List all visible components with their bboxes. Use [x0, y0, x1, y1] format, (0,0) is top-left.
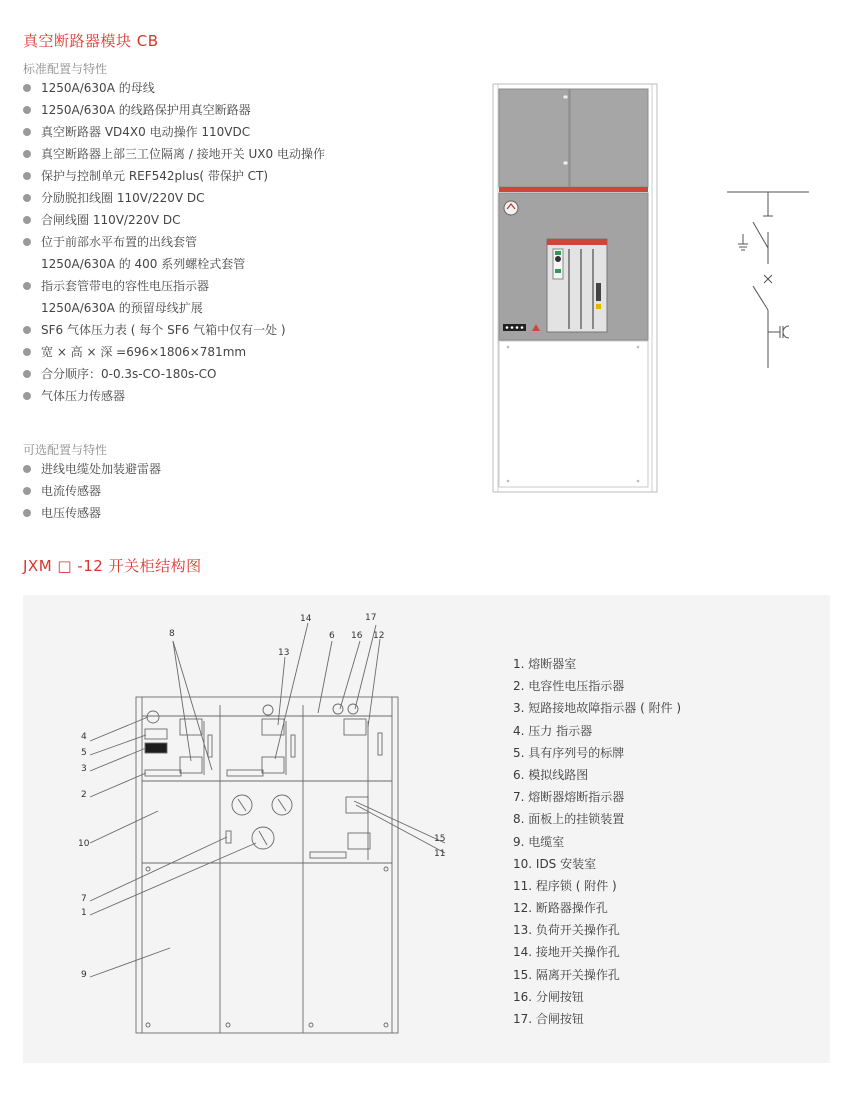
- standard-item-text: 气体压力传感器: [41, 389, 126, 403]
- standard-item: [23, 253, 443, 275]
- single-line-schematic: [725, 186, 815, 372]
- section2-title: JXM □ -12 开关柜结构图: [23, 557, 202, 575]
- legend-item: 2. 电容性电压指示器: [513, 679, 625, 694]
- legend-item: 4. 压力 指示器: [513, 723, 593, 738]
- optional-item: [23, 502, 323, 524]
- standard-item: [23, 99, 443, 121]
- legend-item: 6. 模拟线路图: [513, 767, 589, 782]
- bullet-dot-icon: [23, 216, 31, 224]
- callout-12: 12: [373, 631, 385, 641]
- standard-item: [23, 77, 443, 99]
- standard-item-text: 位于前部水平布置的出线套管: [41, 235, 198, 249]
- callout-9: 9: [81, 970, 87, 980]
- legend-item: 9. 电缆室: [513, 834, 565, 849]
- standard-item-text: 合分顺序：0-0.3s-CO-180s-CO: [41, 367, 217, 381]
- legend-item: 15. 隔离开关操作孔: [513, 967, 620, 982]
- cabinet-front-illustration: [492, 83, 658, 495]
- bullet-dot-icon: [23, 194, 31, 202]
- standard-item: [23, 209, 443, 231]
- standard-item: [23, 319, 443, 341]
- callout-8: 8: [169, 629, 175, 639]
- standard-item-text: 1250A/630A 的母线: [41, 81, 155, 95]
- bullet-dot-icon: [23, 150, 31, 158]
- callout-13: 13: [278, 648, 290, 658]
- standard-item: [23, 231, 443, 253]
- callout-6: 6: [329, 631, 335, 641]
- bullet-dot-icon: [23, 465, 31, 473]
- callout-2: 2: [81, 790, 87, 800]
- callout-5: 5: [81, 748, 87, 758]
- callout-10: 10: [78, 839, 90, 849]
- callout-1: 1: [81, 908, 87, 918]
- bullet-dot-icon: [23, 370, 31, 378]
- bullet-dot-icon: [23, 392, 31, 400]
- structure-legend: [513, 653, 813, 1030]
- legend-item: 12. 断路器操作孔: [513, 901, 608, 916]
- legend-item: 17. 合闸按钮: [513, 1012, 584, 1026]
- legend-item: 13. 负荷开关操作孔: [513, 923, 620, 938]
- optional-item: [23, 458, 323, 480]
- callout-16: 16: [351, 631, 363, 641]
- callout-11: 11: [434, 849, 446, 859]
- bullet-dot-icon: [23, 106, 31, 114]
- optional-item-text: 电流传感器: [41, 484, 102, 498]
- standard-item: [23, 121, 443, 143]
- callout-17: 17: [365, 613, 377, 623]
- callout-3: 3: [81, 764, 87, 774]
- standard-item: [23, 143, 443, 165]
- standard-item-text: 真空断路器 VD4X0 电动操作 110VDC: [41, 125, 251, 139]
- bullet-dot-icon: [23, 128, 31, 136]
- bullet-dot-icon: [23, 326, 31, 334]
- standard-config-list: [23, 77, 443, 407]
- legend-item: 14. 接地开关操作孔: [513, 945, 620, 960]
- legend-item: 16. 分闸按钮: [513, 989, 584, 1004]
- standard-item: [23, 275, 443, 297]
- optional-config-heading: 可选配置与特性: [23, 443, 108, 457]
- legend-item: 8. 面板上的挂锁装置: [513, 812, 625, 827]
- optional-item: [23, 480, 323, 502]
- callout-7: 7: [81, 894, 87, 904]
- optional-config-list: [23, 458, 323, 524]
- bullet-dot-icon: [23, 282, 31, 290]
- standard-item-text: 保护与控制单元 REF542plus( 带保护 CT): [41, 169, 269, 183]
- optional-item-text: 进线电缆处加装避雷器: [41, 462, 162, 476]
- legend-item: 7. 熔断器熔断指示器: [513, 790, 625, 805]
- section1-title: 真空断路器模块 CB: [23, 32, 159, 50]
- switchgear-structure-diagram: [70, 605, 460, 1040]
- standard-item-text: 1250A/630A 的线路保护用真空断路器: [41, 103, 251, 117]
- standard-item-text: 1250A/630A 的预留母线扩展: [41, 301, 203, 315]
- bullet-dot-icon: [23, 84, 31, 92]
- diagram-callouts: [78, 613, 445, 980]
- standard-item: [23, 385, 443, 407]
- standard-item: [23, 363, 443, 385]
- bullet-dot-icon: [23, 348, 31, 356]
- standard-item-text: 分励脱扣线圈 110V/220V DC: [41, 191, 205, 205]
- callout-4: 4: [81, 732, 87, 742]
- bullet-dot-icon: [23, 172, 31, 180]
- standard-item-text: 1250A/630A 的 400 系列螺栓式套管: [41, 257, 246, 271]
- bullet-dot-icon: [23, 487, 31, 495]
- bullet-dot-icon: [23, 238, 31, 246]
- standard-item-text: 指示套管带电的容性电压指示器: [41, 279, 210, 293]
- legend-item: 5. 具有序列号的标牌: [513, 745, 625, 760]
- standard-item: [23, 165, 443, 187]
- standard-item-text: SF6 气体压力表 ( 每个 SF6 气箱中仅有一处 ): [41, 323, 286, 337]
- optional-item-text: 电压传感器: [41, 506, 102, 520]
- standard-item: [23, 187, 443, 209]
- standard-item-text: 宽 × 高 × 深 =696×1806×781mm: [41, 345, 247, 359]
- standard-config-heading: 标准配置与特性: [23, 62, 108, 76]
- standard-item: [23, 297, 443, 319]
- legend-item: 10. IDS 安装室: [513, 856, 597, 871]
- standard-item-text: 合闸线圈 110V/220V DC: [41, 213, 181, 227]
- legend-item: 11. 程序锁 ( 附件 ): [513, 878, 617, 893]
- legend-item: 1. 熔断器室: [513, 657, 577, 671]
- bullet-dot-icon: [23, 509, 31, 517]
- callout-15: 15: [434, 834, 446, 844]
- standard-item: [23, 341, 443, 363]
- callout-14: 14: [300, 614, 312, 624]
- standard-item-text: 真空断路器上部三工位隔离 / 接地开关 UX0 电动操作: [41, 147, 325, 161]
- legend-item: 3. 短路接地故障指示器 ( 附件 ): [513, 701, 682, 716]
